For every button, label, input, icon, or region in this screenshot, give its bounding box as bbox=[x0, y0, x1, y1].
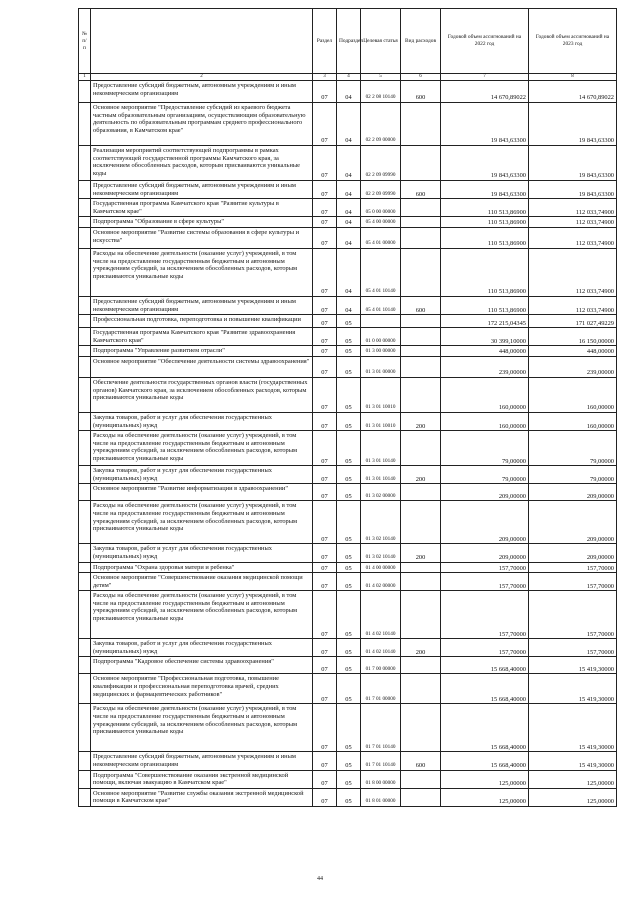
target-article-cell: 05 4 00 00000 bbox=[361, 217, 401, 228]
expense-type-cell bbox=[401, 591, 441, 639]
podrazdel-cell: 05 bbox=[337, 431, 361, 466]
header-razdel: Раздел bbox=[313, 9, 337, 74]
num-cell bbox=[79, 146, 91, 181]
expense-type-cell: 200 bbox=[401, 466, 441, 484]
razdel-cell: 07 bbox=[313, 248, 337, 296]
razdel-cell: 07 bbox=[313, 788, 337, 806]
table-body bbox=[79, 81, 617, 807]
column-number-cell: 8 bbox=[529, 74, 617, 81]
podrazdel-cell: 04 bbox=[337, 217, 361, 228]
razdel-cell: 07 bbox=[313, 217, 337, 228]
table-row bbox=[79, 657, 617, 674]
expense-type-cell: 600 bbox=[401, 752, 441, 770]
expense-type-cell bbox=[401, 356, 441, 377]
num-cell bbox=[79, 752, 91, 770]
razdel-cell: 07 bbox=[313, 431, 337, 466]
amount-2022-cell: 15 668,40000 bbox=[441, 657, 529, 674]
expense-type-cell bbox=[401, 328, 441, 346]
column-number-cell: 5 bbox=[361, 74, 401, 81]
amount-2023-cell: 19 843,63300 bbox=[529, 146, 617, 181]
name-cell: Подпрограмма "Кадровое обеспечение системы здравоохранения" bbox=[91, 657, 313, 674]
podrazdel-cell: 05 bbox=[337, 788, 361, 806]
expense-type-cell bbox=[401, 146, 441, 181]
target-article-cell bbox=[361, 315, 401, 328]
table-row bbox=[79, 431, 617, 466]
amount-2022-cell: 157,70000 bbox=[441, 562, 529, 573]
expense-type-cell: 200 bbox=[401, 544, 441, 562]
podrazdel-cell: 05 bbox=[337, 573, 361, 591]
num-cell bbox=[79, 328, 91, 346]
name-cell: Государственная программа Камчатского края "Развитие культуры в Камчатском крае" bbox=[91, 199, 313, 217]
razdel-cell: 07 bbox=[313, 501, 337, 544]
num-cell bbox=[79, 573, 91, 591]
podrazdel-cell: 05 bbox=[337, 501, 361, 544]
name-cell: Основное мероприятие "Развитие информатизации в здравоохранении" bbox=[91, 484, 313, 501]
podrazdel-cell: 05 bbox=[337, 315, 361, 328]
amount-2022-cell: 30 399,10000 bbox=[441, 328, 529, 346]
expense-type-cell bbox=[401, 103, 441, 146]
num-cell bbox=[79, 227, 91, 248]
num-cell bbox=[79, 466, 91, 484]
razdel-cell: 07 bbox=[313, 199, 337, 217]
table-row bbox=[79, 466, 617, 484]
razdel-cell: 07 bbox=[313, 181, 337, 199]
amount-2022-cell: 110 513,86900 bbox=[441, 227, 529, 248]
amount-2022-cell: 110 513,86900 bbox=[441, 296, 529, 314]
expense-type-cell bbox=[401, 248, 441, 296]
num-cell bbox=[79, 639, 91, 657]
name-cell: Профессиональная подготовка, переподготовка и повышение квалификации bbox=[91, 315, 313, 328]
header-target-article: Целевая статья bbox=[361, 9, 401, 74]
amount-2023-cell: 157,70000 bbox=[529, 573, 617, 591]
table-row bbox=[79, 227, 617, 248]
amount-2022-cell: 157,70000 bbox=[441, 591, 529, 639]
num-cell bbox=[79, 591, 91, 639]
amount-2023-cell: 171 027,49229 bbox=[529, 315, 617, 328]
num-cell bbox=[79, 788, 91, 806]
razdel-cell: 07 bbox=[313, 412, 337, 430]
amount-2023-cell: 112 033,74900 bbox=[529, 248, 617, 296]
num-cell bbox=[79, 412, 91, 430]
column-number-cell: 1 bbox=[79, 74, 91, 81]
podrazdel-cell: 05 bbox=[337, 346, 361, 357]
razdel-cell: 07 bbox=[313, 377, 337, 412]
amount-2023-cell: 112 033,74900 bbox=[529, 217, 617, 228]
target-article-cell: 01 4 00 00000 bbox=[361, 562, 401, 573]
amount-2023-cell: 157,70000 bbox=[529, 591, 617, 639]
amount-2022-cell: 157,70000 bbox=[441, 573, 529, 591]
target-article-cell: 01 3 01 10010 bbox=[361, 377, 401, 412]
name-cell: Обеспечение деятельности государственных органов власти (государственных органов) Камчатского края, за исключением обособленных расходов, которым присваиваются уникальные коды bbox=[91, 377, 313, 412]
amount-2022-cell: 160,00000 bbox=[441, 377, 529, 412]
num-cell bbox=[79, 431, 91, 466]
amount-2022-cell: 15 668,40000 bbox=[441, 704, 529, 752]
amount-2022-cell: 209,00000 bbox=[441, 484, 529, 501]
column-number-cell: 6 bbox=[401, 74, 441, 81]
amount-2022-cell: 110 513,86900 bbox=[441, 248, 529, 296]
amount-2023-cell: 112 033,74900 bbox=[529, 227, 617, 248]
header-expense-type: Вид расходов bbox=[401, 9, 441, 74]
expense-type-cell bbox=[401, 704, 441, 752]
num-cell bbox=[79, 544, 91, 562]
table-row bbox=[79, 752, 617, 770]
podrazdel-cell: 05 bbox=[337, 466, 361, 484]
amount-2022-cell: 157,70000 bbox=[441, 639, 529, 657]
podrazdel-cell: 04 bbox=[337, 248, 361, 296]
target-article-cell: 01 3 02 10140 bbox=[361, 501, 401, 544]
amount-2023-cell: 15 419,30000 bbox=[529, 704, 617, 752]
amount-2023-cell: 79,00000 bbox=[529, 466, 617, 484]
name-cell: Предоставление субсидий бюджетным, автономным учреждениям и иным некоммерческим организациям bbox=[91, 752, 313, 770]
num-cell bbox=[79, 248, 91, 296]
amount-2022-cell: 209,00000 bbox=[441, 501, 529, 544]
target-article-cell: 01 8 01 00000 bbox=[361, 788, 401, 806]
column-number-cell: 7 bbox=[441, 74, 529, 81]
target-article-cell: 01 3 01 00000 bbox=[361, 356, 401, 377]
target-article-cell: 01 0 00 00000 bbox=[361, 328, 401, 346]
num-cell bbox=[79, 501, 91, 544]
table-row bbox=[79, 788, 617, 806]
razdel-cell: 07 bbox=[313, 227, 337, 248]
amount-2023-cell: 160,00000 bbox=[529, 377, 617, 412]
expense-type-cell bbox=[401, 431, 441, 466]
target-article-cell: 01 3 02 10140 bbox=[361, 544, 401, 562]
expense-type-cell bbox=[401, 346, 441, 357]
target-article-cell: 01 7 01 10140 bbox=[361, 704, 401, 752]
amount-2023-cell: 157,70000 bbox=[529, 562, 617, 573]
target-article-cell: 05 0 00 00000 bbox=[361, 199, 401, 217]
num-cell bbox=[79, 704, 91, 752]
amount-2023-cell: 160,00000 bbox=[529, 412, 617, 430]
target-article-cell: 02 2 09 09990 bbox=[361, 181, 401, 199]
amount-2023-cell: 209,00000 bbox=[529, 501, 617, 544]
num-cell bbox=[79, 484, 91, 501]
amount-2023-cell: 19 843,63300 bbox=[529, 181, 617, 199]
podrazdel-cell: 05 bbox=[337, 328, 361, 346]
target-article-cell: 01 3 01 10010 bbox=[361, 412, 401, 430]
name-cell: Предоставление субсидий бюджетным, автономным учреждениям и иным некоммерческим организациям bbox=[91, 181, 313, 199]
table-row bbox=[79, 412, 617, 430]
target-article-cell: 02 2 09 09990 bbox=[361, 146, 401, 181]
amount-2022-cell: 15 668,40000 bbox=[441, 674, 529, 704]
podrazdel-cell: 05 bbox=[337, 674, 361, 704]
podrazdel-cell: 04 bbox=[337, 227, 361, 248]
target-article-cell: 02 2 08 10140 bbox=[361, 81, 401, 103]
target-article-cell: 01 4 02 10140 bbox=[361, 639, 401, 657]
target-article-cell: 05 4 01 10140 bbox=[361, 248, 401, 296]
num-cell bbox=[79, 217, 91, 228]
amount-2023-cell: 112 033,74900 bbox=[529, 296, 617, 314]
razdel-cell: 07 bbox=[313, 103, 337, 146]
target-article-cell: 01 3 02 00000 bbox=[361, 484, 401, 501]
num-cell bbox=[79, 377, 91, 412]
name-cell: Расходы на обеспечение деятельности (оказание услуг) учреждений, в том числе на предоставление государственным бюджетным и автономным учреждениям субсидий, за исключением обособленных расходов, которым присваиваются уникальные коды bbox=[91, 248, 313, 296]
table-row bbox=[79, 573, 617, 591]
razdel-cell: 07 bbox=[313, 296, 337, 314]
column-number-row bbox=[79, 74, 617, 81]
table-row bbox=[79, 346, 617, 357]
target-article-cell: 01 7 01 00000 bbox=[361, 674, 401, 704]
podrazdel-cell: 04 bbox=[337, 199, 361, 217]
razdel-cell: 07 bbox=[313, 328, 337, 346]
expense-type-cell bbox=[401, 377, 441, 412]
amount-2022-cell: 448,00000 bbox=[441, 346, 529, 357]
table-row bbox=[79, 770, 617, 788]
target-article-cell: 01 4 02 10140 bbox=[361, 591, 401, 639]
name-cell: Закупка товаров, работ и услуг для обеспечения государственных (муниципальных) нужд bbox=[91, 544, 313, 562]
podrazdel-cell: 05 bbox=[337, 639, 361, 657]
amount-2023-cell: 19 843,63300 bbox=[529, 103, 617, 146]
expense-type-cell bbox=[401, 315, 441, 328]
header-row bbox=[79, 9, 617, 74]
podrazdel-cell: 05 bbox=[337, 484, 361, 501]
name-cell: Подпрограмма "Управление развитием отрасли" bbox=[91, 346, 313, 357]
budget-table-sheet bbox=[78, 8, 616, 807]
amount-2023-cell: 157,70000 bbox=[529, 639, 617, 657]
name-cell: Основное мероприятие "Обеспечение деятельности системы здравоохранения" bbox=[91, 356, 313, 377]
razdel-cell: 07 bbox=[313, 639, 337, 657]
razdel-cell: 07 bbox=[313, 770, 337, 788]
amount-2023-cell: 15 419,30000 bbox=[529, 657, 617, 674]
table-row bbox=[79, 562, 617, 573]
num-cell bbox=[79, 674, 91, 704]
amount-2022-cell: 160,00000 bbox=[441, 412, 529, 430]
razdel-cell: 07 bbox=[313, 562, 337, 573]
table-row bbox=[79, 484, 617, 501]
podrazdel-cell: 05 bbox=[337, 770, 361, 788]
name-cell: Подпрограмма "Образование в сфере культуры" bbox=[91, 217, 313, 228]
expense-type-cell: 600 bbox=[401, 296, 441, 314]
expense-type-cell: 200 bbox=[401, 412, 441, 430]
header-name: Наименование bbox=[91, 9, 313, 74]
header-podrazdel: Подраздел bbox=[337, 9, 361, 74]
podrazdel-cell: 05 bbox=[337, 544, 361, 562]
razdel-cell: 07 bbox=[313, 81, 337, 103]
podrazdel-cell: 04 bbox=[337, 181, 361, 199]
podrazdel-cell: 05 bbox=[337, 356, 361, 377]
expense-type-cell bbox=[401, 227, 441, 248]
podrazdel-cell: 05 bbox=[337, 657, 361, 674]
amount-2023-cell: 16 150,00000 bbox=[529, 328, 617, 346]
amount-2023-cell: 448,00000 bbox=[529, 346, 617, 357]
table-row bbox=[79, 501, 617, 544]
amount-2022-cell: 19 843,63300 bbox=[441, 146, 529, 181]
amount-2022-cell: 14 670,89022 bbox=[441, 81, 529, 103]
amount-2023-cell: 112 033,74900 bbox=[529, 199, 617, 217]
num-cell bbox=[79, 770, 91, 788]
expense-type-cell bbox=[401, 199, 441, 217]
amount-2022-cell: 172 215,04345 bbox=[441, 315, 529, 328]
expense-type-cell bbox=[401, 788, 441, 806]
name-cell: Расходы на обеспечение деятельности (оказание услуг) учреждений, в том числе на предоставление государственным бюджетным и автономным учреждениям субсидий, за исключением обособленных расходов, которым присваиваются уникальные коды bbox=[91, 501, 313, 544]
num-cell bbox=[79, 315, 91, 328]
razdel-cell: 07 bbox=[313, 484, 337, 501]
amount-2022-cell: 79,00000 bbox=[441, 431, 529, 466]
num-cell bbox=[79, 103, 91, 146]
expense-type-cell: 200 bbox=[401, 639, 441, 657]
table-row bbox=[79, 181, 617, 199]
expense-type-cell bbox=[401, 657, 441, 674]
amount-2022-cell: 110 513,86900 bbox=[441, 199, 529, 217]
amount-2022-cell: 15 668,40000 bbox=[441, 752, 529, 770]
target-article-cell: 01 7 01 10140 bbox=[361, 752, 401, 770]
podrazdel-cell: 04 bbox=[337, 146, 361, 181]
name-cell: Закупка товаров, работ и услуг для обеспечения государственных (муниципальных) нужд bbox=[91, 466, 313, 484]
table-row bbox=[79, 103, 617, 146]
expense-type-cell bbox=[401, 501, 441, 544]
expense-type-cell: 600 bbox=[401, 81, 441, 103]
razdel-cell: 07 bbox=[313, 657, 337, 674]
page-number: 44 bbox=[317, 876, 323, 882]
num-cell bbox=[79, 296, 91, 314]
table-row bbox=[79, 199, 617, 217]
razdel-cell: 07 bbox=[313, 356, 337, 377]
budget-table bbox=[78, 8, 617, 807]
expense-type-cell bbox=[401, 573, 441, 591]
razdel-cell: 07 bbox=[313, 466, 337, 484]
expense-type-cell bbox=[401, 770, 441, 788]
razdel-cell: 07 bbox=[313, 346, 337, 357]
table-row bbox=[79, 81, 617, 103]
target-article-cell: 05 4 01 00000 bbox=[361, 227, 401, 248]
column-number-cell: 3 bbox=[313, 74, 337, 81]
name-cell: Расходы на обеспечение деятельности (оказание услуг) учреждений, в том числе на предоставление государственным бюджетным и автономным учреждениям субсидий, за исключением обособленных расходов, которым присваиваются уникальные коды bbox=[91, 704, 313, 752]
table-row bbox=[79, 328, 617, 346]
amount-2023-cell: 209,00000 bbox=[529, 544, 617, 562]
table-row bbox=[79, 639, 617, 657]
amount-2023-cell: 125,00000 bbox=[529, 770, 617, 788]
table-row bbox=[79, 296, 617, 314]
table-row bbox=[79, 544, 617, 562]
razdel-cell: 07 bbox=[313, 704, 337, 752]
podrazdel-cell: 05 bbox=[337, 377, 361, 412]
razdel-cell: 07 bbox=[313, 674, 337, 704]
amount-2023-cell: 79,00000 bbox=[529, 431, 617, 466]
name-cell: Предоставление субсидий бюджетным, автономным учреждениям и иным некоммерческим организациям bbox=[91, 296, 313, 314]
razdel-cell: 07 bbox=[313, 315, 337, 328]
podrazdel-cell: 04 bbox=[337, 103, 361, 146]
amount-2023-cell: 15 419,30000 bbox=[529, 674, 617, 704]
column-number-cell: 4 bbox=[337, 74, 361, 81]
podrazdel-cell: 04 bbox=[337, 296, 361, 314]
target-article-cell: 01 3 00 00000 bbox=[361, 346, 401, 357]
table-row bbox=[79, 146, 617, 181]
amount-2022-cell: 125,00000 bbox=[441, 788, 529, 806]
table-row bbox=[79, 377, 617, 412]
name-cell: Предоставление субсидий бюджетным, автономным учреждениям и иным некоммерческим организациям bbox=[91, 81, 313, 103]
table-row bbox=[79, 217, 617, 228]
header-num: № п/п bbox=[79, 9, 91, 74]
amount-2022-cell: 125,00000 bbox=[441, 770, 529, 788]
name-cell: Расходы на обеспечение деятельности (оказание услуг) учреждений, в том числе на предоставление государственным бюджетным и автономным учреждениям субсидий, за исключением обособленных расходов, которым присваиваются уникальные коды bbox=[91, 591, 313, 639]
name-cell: Основное мероприятие "Совершенствование оказания медицинской помощи детям" bbox=[91, 573, 313, 591]
name-cell: Основное мероприятие "Развитие службы оказания экстренной медицинской помощи в Камчатском крае" bbox=[91, 788, 313, 806]
razdel-cell: 07 bbox=[313, 146, 337, 181]
name-cell: Основное мероприятие "Предоставление субсидий из краевого бюджета частным образовательным организациям, осуществляющим образовательную деятельность по образовательным программам среднего профессионального образования, в Камчатском крае" bbox=[91, 103, 313, 146]
amount-2022-cell: 209,00000 bbox=[441, 544, 529, 562]
target-article-cell: 01 3 01 10140 bbox=[361, 466, 401, 484]
expense-type-cell bbox=[401, 674, 441, 704]
expense-type-cell bbox=[401, 217, 441, 228]
podrazdel-cell: 05 bbox=[337, 704, 361, 752]
target-article-cell: 05 4 01 10140 bbox=[361, 296, 401, 314]
amount-2023-cell: 15 419,30000 bbox=[529, 752, 617, 770]
podrazdel-cell: 05 bbox=[337, 562, 361, 573]
table-row bbox=[79, 704, 617, 752]
razdel-cell: 07 bbox=[313, 544, 337, 562]
target-article-cell: 01 4 02 00000 bbox=[361, 573, 401, 591]
num-cell bbox=[79, 356, 91, 377]
table-row bbox=[79, 248, 617, 296]
amount-2023-cell: 125,00000 bbox=[529, 788, 617, 806]
name-cell: Закупка товаров, работ и услуг для обеспечения государственных (муниципальных) нужд bbox=[91, 639, 313, 657]
amount-2022-cell: 19 843,63300 bbox=[441, 103, 529, 146]
amount-2022-cell: 239,00000 bbox=[441, 356, 529, 377]
name-cell: Основное мероприятие "Развитие системы образования в сфере культуры и искусства" bbox=[91, 227, 313, 248]
razdel-cell: 07 bbox=[313, 591, 337, 639]
table-row bbox=[79, 591, 617, 639]
podrazdel-cell: 05 bbox=[337, 412, 361, 430]
expense-type-cell bbox=[401, 562, 441, 573]
table-row bbox=[79, 315, 617, 328]
name-cell: Подпрограмма "Охрана здоровья матери и ребенка" bbox=[91, 562, 313, 573]
num-cell bbox=[79, 81, 91, 103]
num-cell bbox=[79, 657, 91, 674]
razdel-cell: 07 bbox=[313, 752, 337, 770]
podrazdel-cell: 05 bbox=[337, 591, 361, 639]
podrazdel-cell: 05 bbox=[337, 752, 361, 770]
name-cell: Основное мероприятие "Профессиональная подготовка, повышение квалификации и профессиональная переподготовка врачей, средних медицинских и фармацевтических работников" bbox=[91, 674, 313, 704]
amount-2022-cell: 19 843,63300 bbox=[441, 181, 529, 199]
header-amount-2022: Годовой объем ассигнований на 2022 год bbox=[441, 9, 529, 74]
header-amount-2023: Годовой объем ассигнований на 2023 год bbox=[529, 9, 617, 74]
name-cell: Реализация мероприятий соответствующей подпрограммы в рамках соответствующей государственной программы Камчатского края, за исключением обособленных расходов, которым присваиваются уникальные коды bbox=[91, 146, 313, 181]
name-cell: Подпрограмма "Совершенствование оказания экстренной медицинской помощи, включая эвакуацию в Камчатском крае" bbox=[91, 770, 313, 788]
table-row bbox=[79, 674, 617, 704]
target-article-cell: 02 2 09 00000 bbox=[361, 103, 401, 146]
name-cell: Расходы на обеспечение деятельности (оказание услуг) учреждений, в том числе на предоставление государственным бюджетным и автономным учреждениям субсидий, за исключением обособленных расходов, которым присваиваются уникальные коды bbox=[91, 431, 313, 466]
amount-2022-cell: 110 513,86900 bbox=[441, 217, 529, 228]
num-cell bbox=[79, 199, 91, 217]
column-number-cell: 2 bbox=[91, 74, 313, 81]
podrazdel-cell: 04 bbox=[337, 81, 361, 103]
target-article-cell: 01 7 00 00000 bbox=[361, 657, 401, 674]
table-row bbox=[79, 356, 617, 377]
target-article-cell: 01 3 01 10140 bbox=[361, 431, 401, 466]
amount-2023-cell: 14 670,89022 bbox=[529, 81, 617, 103]
expense-type-cell bbox=[401, 484, 441, 501]
target-article-cell: 01 8 00 00000 bbox=[361, 770, 401, 788]
name-cell: Государственная программа Камчатского края "Развитие здравоохранения Камчатского края" bbox=[91, 328, 313, 346]
num-cell bbox=[79, 346, 91, 357]
amount-2023-cell: 209,00000 bbox=[529, 484, 617, 501]
razdel-cell: 07 bbox=[313, 573, 337, 591]
amount-2022-cell: 79,00000 bbox=[441, 466, 529, 484]
name-cell: Закупка товаров, работ и услуг для обеспечения государственных (муниципальных) нужд bbox=[91, 412, 313, 430]
num-cell bbox=[79, 181, 91, 199]
amount-2023-cell: 239,00000 bbox=[529, 356, 617, 377]
num-cell bbox=[79, 562, 91, 573]
expense-type-cell: 600 bbox=[401, 181, 441, 199]
